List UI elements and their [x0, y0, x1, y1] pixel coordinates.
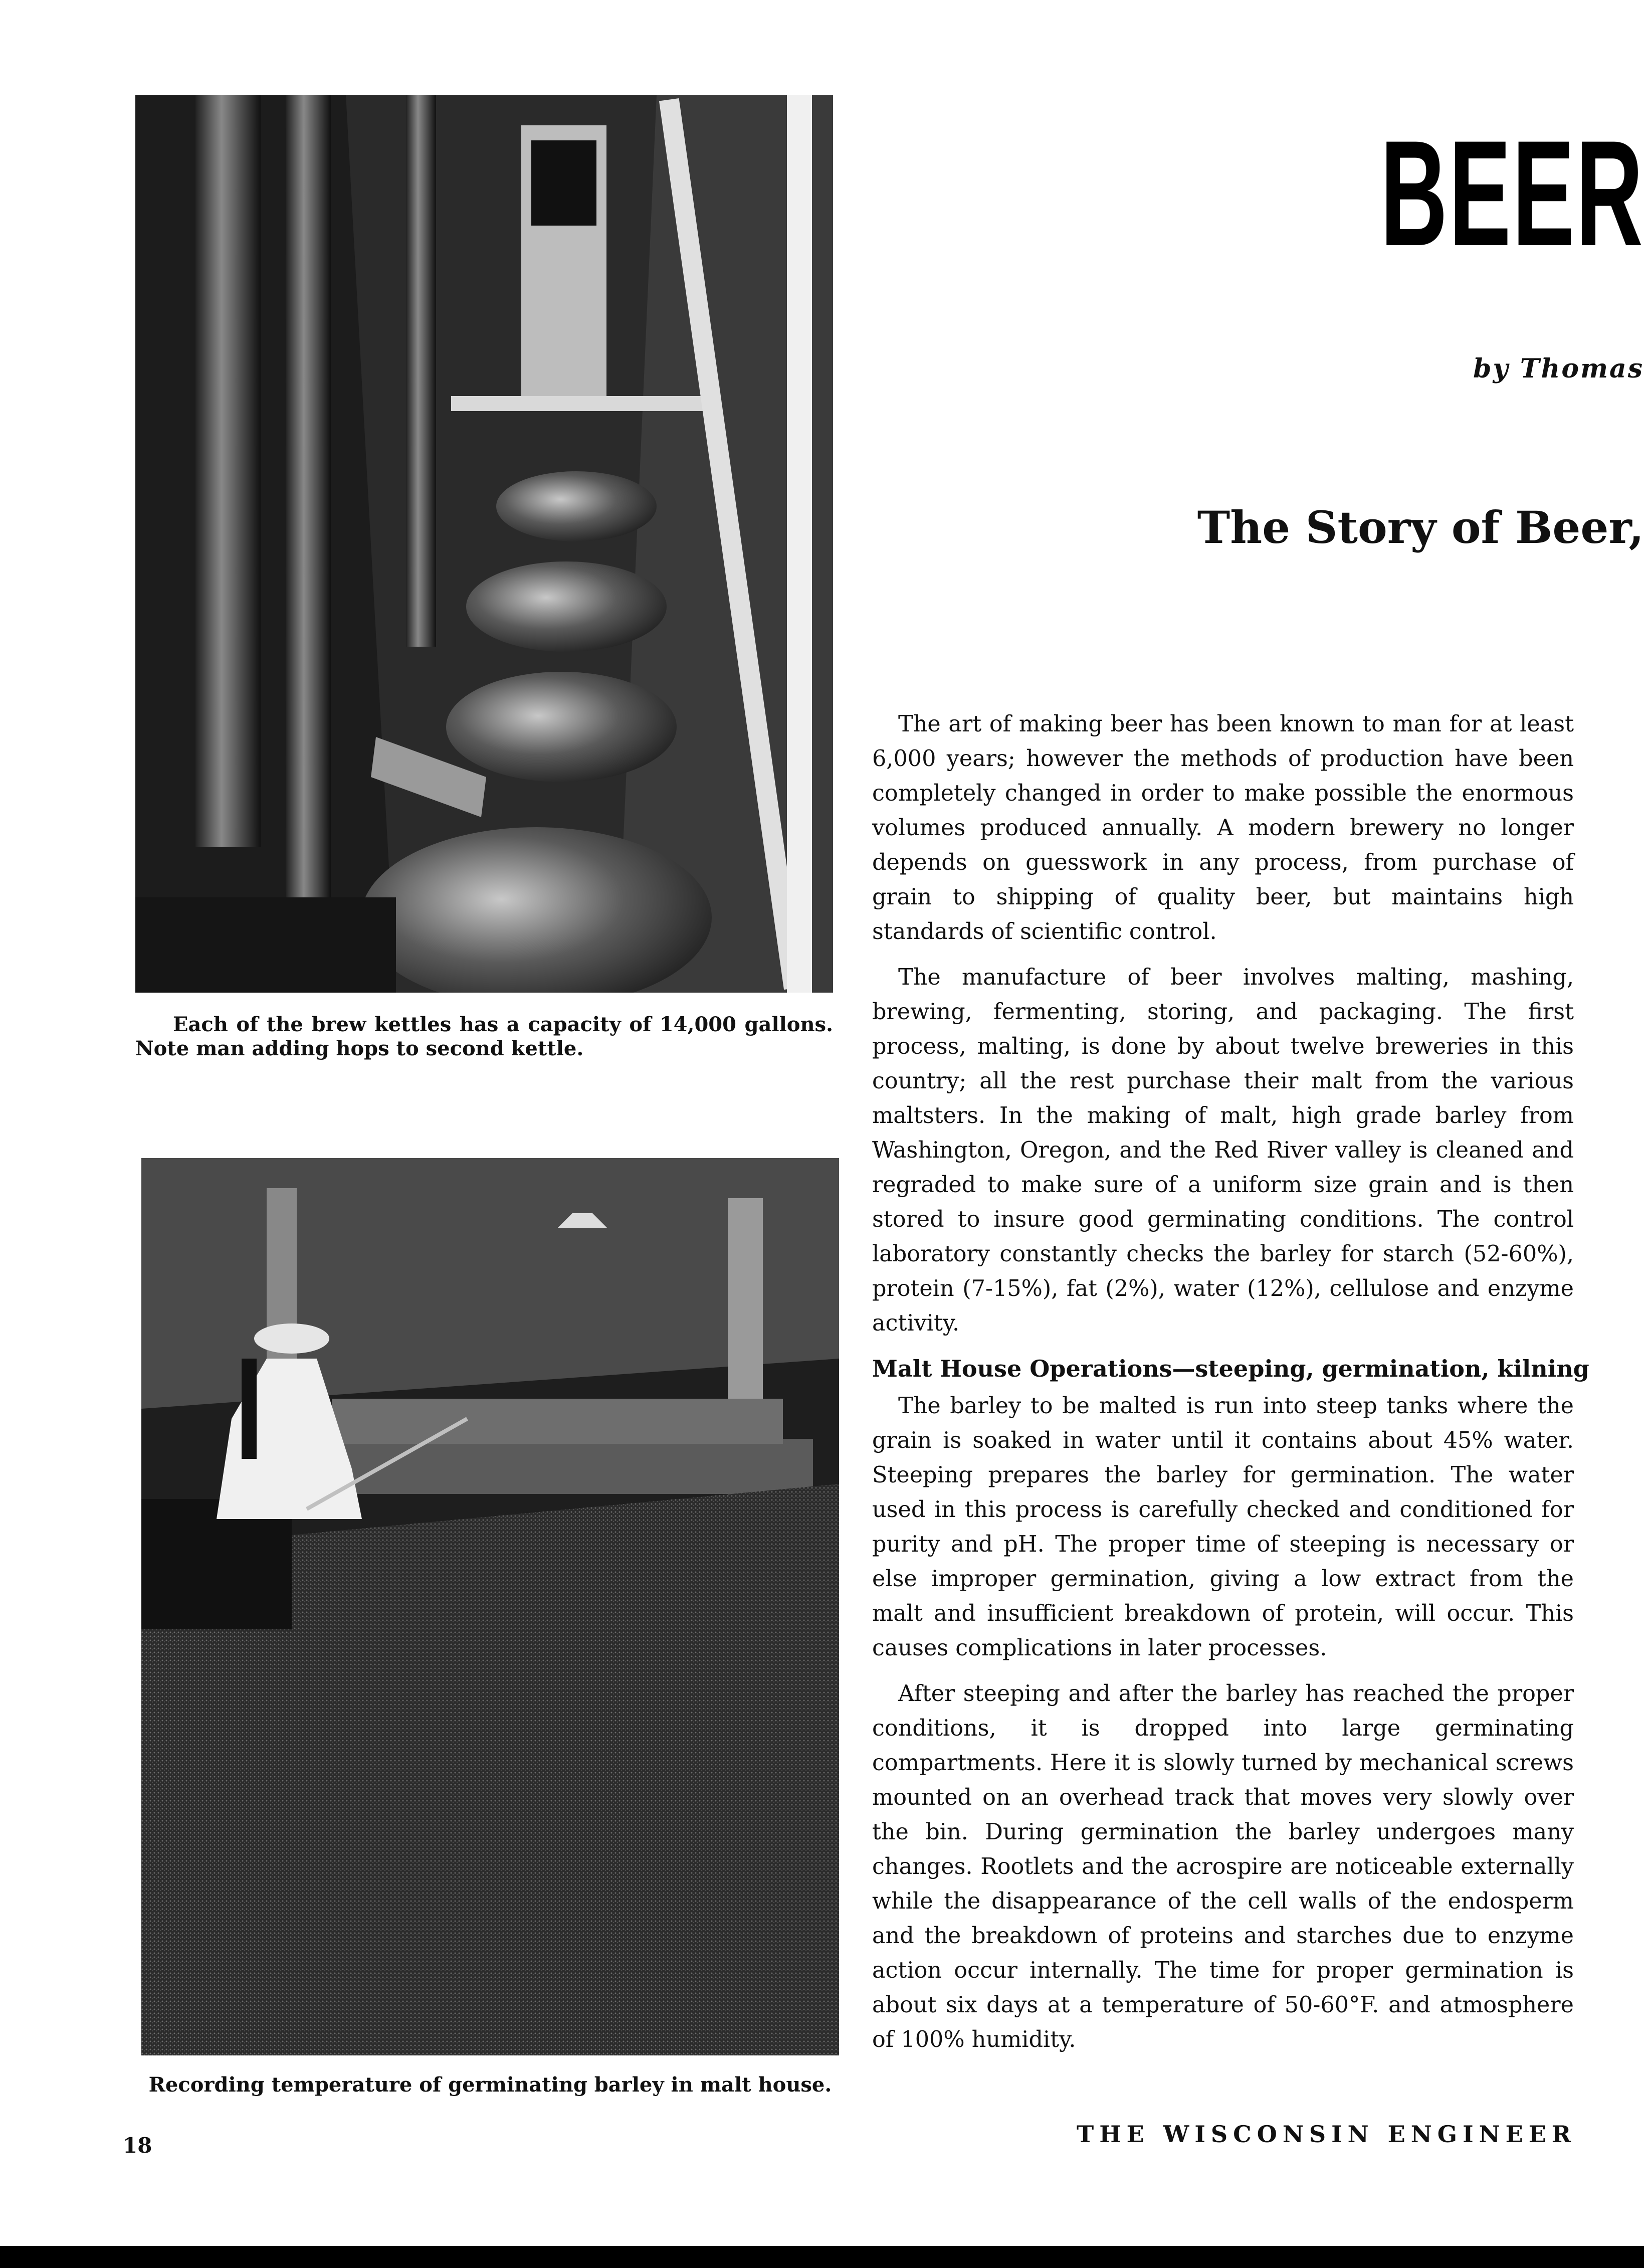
article-body	[872, 707, 1589, 2068]
malt-house-photo	[141, 1158, 839, 2055]
scan-edge-bar	[0, 2246, 1644, 2268]
brew-kettles-illustration	[135, 95, 833, 993]
photo-caption: Recording temperature of germinating barley in malt house.	[148, 2073, 832, 2097]
photo-caption: Each of the brew kettles has a capacity of 14,000 gallons. Note man adding hops to second kettle.	[135, 1013, 833, 1060]
article-byline: by Thomas	[1473, 353, 1644, 384]
malt-house-illustration	[141, 1158, 839, 2055]
article-subtitle: The Story of Beer,	[1197, 501, 1644, 553]
section-heading: Malt House Operations—steeping, germination, kilning	[872, 1355, 1589, 1382]
body-paragraph: The art of making beer has been known to man for at least 6,000 years; however the methods of production have been completely changed in order to make possible the enormous volumes produced annually. A modern brewery no longer depends on guesswork in any process, from purchase of grain to shipping of quality beer, but maintains high standards of scientific control.	[872, 711, 1574, 944]
brew-kettles-photo	[135, 95, 833, 993]
body-paragraph: The barley to be malted is run into steep tanks where the grain is soaked in water until it contains about 45% water. Steeping prepares the barley for germination. The water used in this process is carefully checked and conditioned for purity and pH. The proper time of steeping is necessary or else improper germination, giving a low extract from the malt and insufficient breakdown of protein, will occur. This causes complications in later processes.	[872, 1393, 1574, 1661]
article-title: BEER	[1380, 109, 1644, 277]
magazine-name: THE WISCONSIN ENGINEER	[1076, 2121, 1576, 2148]
body-paragraph: After steeping and after the barley has reached the proper conditions, it is dropped into large germinating compartments. Here it is slowly turned by mechanical screws mounted on an overhead track that moves very slowly over the bin. During germination the barley undergoes many changes. Rootlets and the acrospire are noticeable externally while the disappearance of the cell walls of the endosperm and the breakdown of proteins and starches due to enzyme action occur internally. The time for proper germination is about six days at a temperature of 50-60°F. and atmosphere of 100% humidity.	[872, 1681, 1574, 2052]
body-paragraph: The manufacture of beer involves malting, mashing, brewing, fermenting, storing, and packaging. The first process, malting, is done by about twelve breweries in this country; all the rest purchase their malt from the various maltsters. In the making of malt, high grade barley from Washington, Oregon, and the Red River valley is cleaned and regraded to make sure of a uniform size grain and is then stored to insure good germinating conditions. The control laboratory constantly checks the barley for starch (52-60%), protein (7-15%), fat (2%), water (12%), cellulose and enzyme activity.	[872, 965, 1574, 1336]
page-number: 18	[123, 2133, 152, 2158]
